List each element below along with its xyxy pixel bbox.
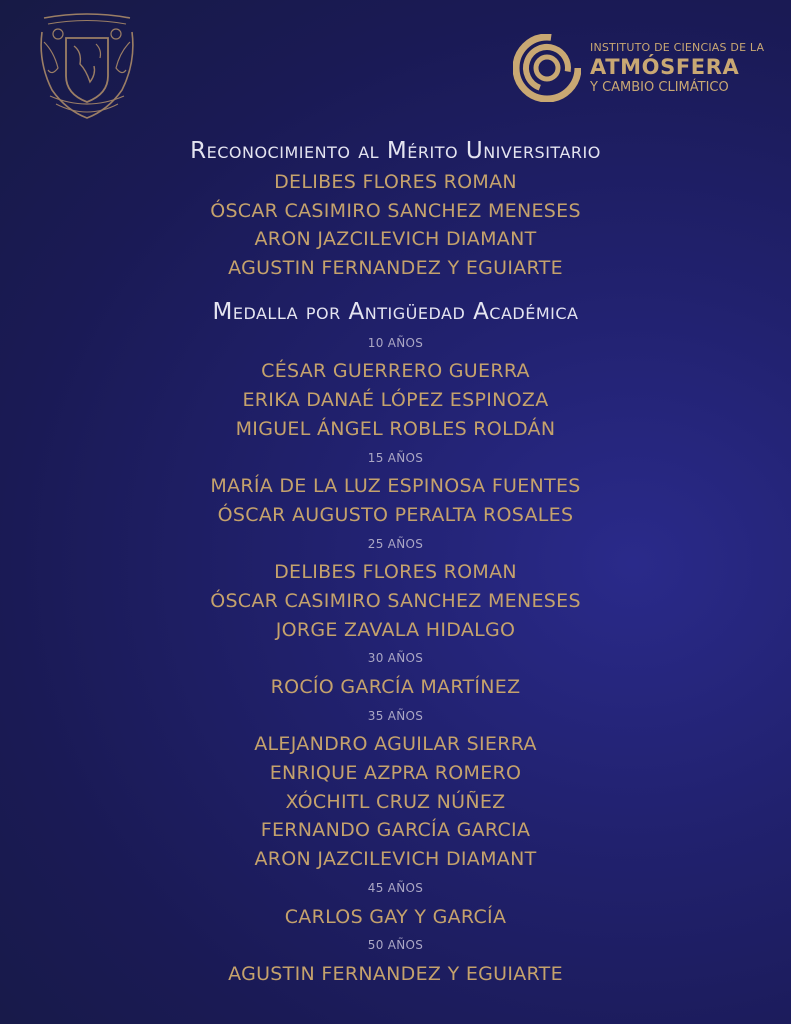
years-label: 15 AÑOS [367,450,424,465]
medal-name: ARON JAZCILEVICH DIAMANT [254,848,537,871]
medal-name: CARLOS GAY Y GARCÍA [284,905,507,928]
years-label: 30 AÑOS [367,651,424,666]
institute-logo [513,34,763,104]
medal-name: ENRIQUE AZPRA ROMERO [269,762,522,785]
institute-name-line1: INSTITUTO DE CIENCIAS DE LA [590,41,765,54]
medal-name: ALEJANDRO AGUILAR SIERRA [254,733,537,756]
medal-name: ÓSCAR AUGUSTO PERALTA ROSALES [217,503,574,526]
unam-crest-logo [36,12,138,124]
years-label: 35 AÑOS [367,708,424,723]
institute-name-line3: Y CAMBIO CLIMÁTICO [590,80,729,95]
medal-name: MARÍA DE LA LUZ ESPINOSA FUENTES [210,475,581,498]
medal-name: AGUSTIN FERNANDEZ Y EGUIARTE [228,962,563,985]
merit-name: AGUSTIN FERNANDEZ Y EGUIARTE [228,257,563,280]
years-label: 10 AÑOS [367,335,424,350]
merit-section-title: Reconocimiento al Mérito Universitario [190,138,601,164]
medal-name: CÉSAR GUERRERO GUERRA [261,360,530,383]
years-label: 45 AÑOS [367,880,424,895]
medal-name: XÓCHITL CRUZ NÚÑEZ [285,790,506,813]
unam-crest-icon [36,12,138,124]
years-label: 25 AÑOS [367,536,424,551]
merit-name: ARON JAZCILEVICH DIAMANT [254,228,537,251]
medal-name: MIGUEL ÁNGEL ROBLES ROLDÁN [235,417,556,440]
merit-name: DELIBES FLORES ROMAN [274,171,517,193]
medal-name: DELIBES FLORES ROMAN [274,561,517,584]
medal-section-title: Medalla por Antigüedad Académica [212,298,579,325]
institute-name-line2: ATMÓSFERA [590,55,740,79]
medal-name: JORGE ZAVALA HIDALGO [275,618,516,641]
merit-name: ÓSCAR CASIMIRO SANCHEZ MENESES [210,199,581,222]
medal-name: FERNANDO GARCÍA GARCIA [260,819,531,842]
medal-name: ERIKA DANAÉ LÓPEZ ESPINOZA [242,389,549,412]
atmosphere-rings-icon [513,34,581,102]
years-label: 50 AÑOS [367,938,424,953]
medal-name: ROCÍO GARCÍA MARTÍNEZ [270,676,521,698]
medal-name: ÓSCAR CASIMIRO SANCHEZ MENESES [210,589,581,612]
honors-list [0,134,791,989]
